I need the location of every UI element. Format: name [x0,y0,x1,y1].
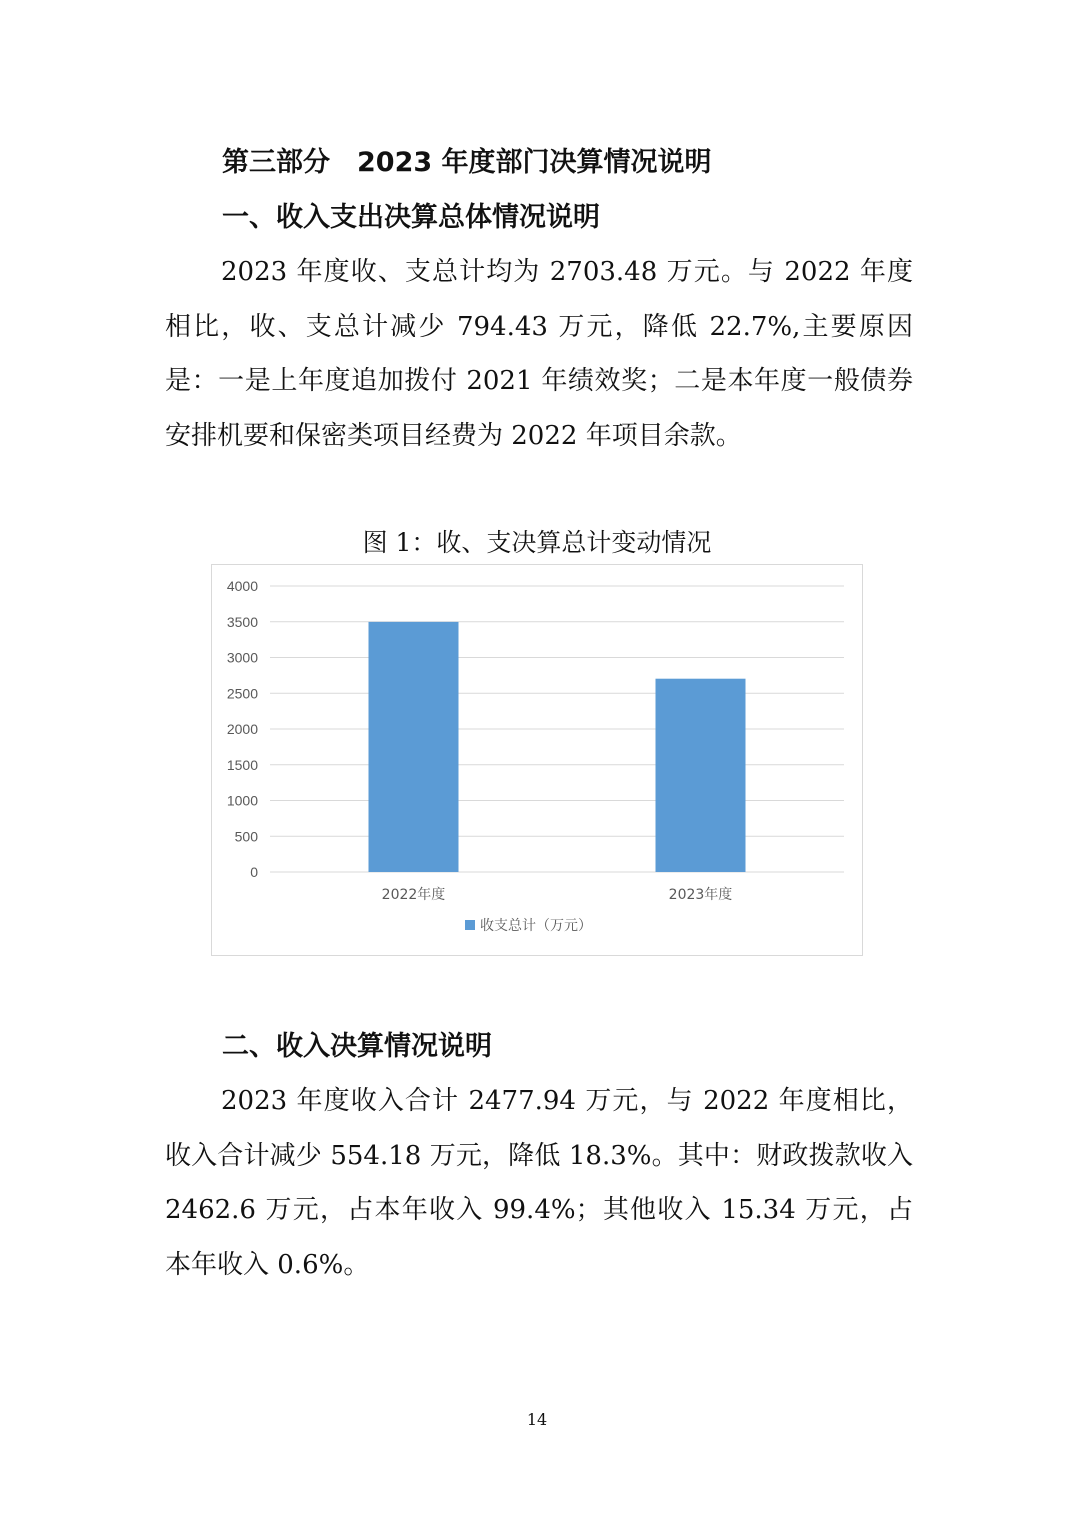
bar-chart-svg [212,565,864,957]
y-tick-label: 2000 [226,721,258,737]
y-tick-label: 1500 [226,756,258,773]
section1-paragraph: 2023 年度收、支总计均为 2703.48 万元。与 2022 年度相比，收、支总计减少 794.43 万元，降低 22.7%,主要原因是：一是上年度追加拨付 2021 年绩效奖；二是本年度一般债券安排机要和保密类项目经费为 2022 年项目余款。 [165,257,913,451]
section-heading-income-overview: 二、收入决算情况说明 [222,1031,492,1062]
section-heading-income-expenditure-overview: 一、收入支出决算总体情况说明 [222,202,600,233]
x-tick-label: 2023年度 [668,887,733,903]
y-tick-label: 1000 [226,792,258,809]
figure1-chart [211,564,863,956]
section2-paragraph: 2023 年度收入合计 2477.94 万元，与 2022 年度相比，收入合计减少 554.18 万元，降低 18.3%。其中：财政拨款收入 2462.6 万元，占本年收入 99.4%；其他收入 15.34 万元，占本年收入 0.6%。 [165,1086,913,1280]
part-title: 第三部分 2023 年度部门决算情况说明 [222,147,712,178]
y-tick-label: 500 [234,828,258,845]
bar-2022年度 [369,622,459,872]
figure1-caption: 图 1：收、支决算总计变动情况 [362,528,712,557]
legend-swatch [465,920,475,930]
y-tick-label: 3500 [226,613,258,630]
bar-2023年度 [656,679,746,872]
y-tick-label: 4000 [226,578,258,594]
y-tick-label: 2500 [226,685,258,702]
x-tick-label: 2022年度 [381,887,446,903]
y-tick-label: 3000 [226,649,258,666]
y-tick-label: 0 [250,864,258,880]
legend-label: 收支总计（万元） [480,918,592,934]
page-number: 14 [526,1410,548,1429]
